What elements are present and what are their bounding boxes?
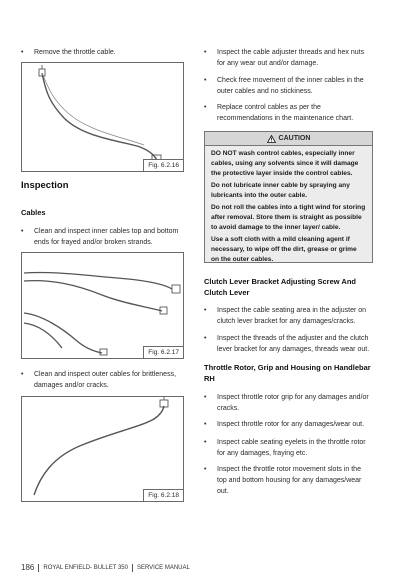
section-heading-inspection: Inspection	[21, 180, 69, 191]
footer-divider	[38, 564, 39, 572]
footer-divider	[132, 564, 133, 572]
figure-label: Fig. 6.2.16	[143, 159, 183, 171]
subheading-clutch-lever: Clutch Lever Bracket Adjusting Screw And Clutch Lever	[204, 277, 356, 297]
bullet: •	[204, 421, 207, 428]
bullet: •	[204, 439, 207, 446]
bullet: •	[21, 371, 24, 378]
instruction-text: Remove the throttle cable.	[34, 49, 116, 56]
bullet: •	[21, 49, 24, 56]
warning-icon	[267, 135, 276, 143]
caution-box	[204, 131, 373, 263]
footer-manual: SERVICE MANUAL	[136, 564, 190, 571]
instruction-text: Inspect cable seating eyelets in the throttle rotor for any damages, fraying etc.	[217, 439, 366, 457]
caution-text: Use a soft cloth with a mild cleaning agent if necessary, to wipe off the dirt, grease or grime on the outer cables.	[211, 236, 357, 263]
caution-text: DO NOT wash control cables, especially inner cables, using any solvents since it will damage the protective layer inside the control cables.	[211, 150, 359, 177]
instruction-text: Inspect throttle rotor grip for any damages and/or cracks.	[217, 394, 369, 412]
figure-cable-ends	[21, 252, 184, 359]
subheading-cables: Cables	[21, 208, 46, 217]
bullet: •	[204, 394, 207, 401]
caution-header	[205, 132, 372, 146]
figure-label: Fig. 6.2.18	[143, 489, 183, 501]
figure-outer-cable	[21, 396, 184, 502]
throttle-cable-illustration	[22, 63, 183, 171]
instruction-text: Clean and inspect outer cables for brittleness, damages and/or cracks.	[34, 371, 177, 389]
page-number: 186	[21, 563, 35, 572]
bullet: •	[204, 335, 207, 342]
bullet: •	[204, 104, 207, 111]
instruction-text: Inspect the cable seating area in the adjuster on clutch lever bracket for any damages/cracks.	[217, 307, 367, 325]
instruction-text: Inspect the threads of the adjuster and the clutch lever bracket for any damages, threads wear out.	[217, 335, 370, 353]
bullet: •	[204, 77, 207, 84]
instruction-text: Check free movement of the inner cables in the outer cables and no stickiness.	[217, 77, 364, 95]
instruction-text: Inspect the throttle rotor movement slots in the top and bottom housing for any damages/wear out.	[217, 466, 362, 495]
caution-title: CAUTION	[278, 135, 311, 142]
cable-ends-illustration	[22, 253, 183, 358]
caution-text: Do not roll the cables into a tight wind for storing after removal. Store them is straight as possible to avoid damage to the inner layer/ cable.	[211, 204, 366, 231]
outer-cable-illustration	[22, 397, 183, 501]
bullet: •	[204, 49, 207, 56]
bullet: •	[204, 307, 207, 314]
figure-label: Fig. 6.2.17	[143, 346, 183, 358]
instruction-text: Inspect the cable adjuster threads and hex nuts for any wear out and/or damage.	[217, 49, 365, 67]
subheading-throttle-rotor: Throttle Rotor, Grip and Housing on Handlebar RH	[204, 363, 371, 383]
bullet: •	[204, 466, 207, 473]
caution-text: Do not lubricate inner cable by spraying any lubricants into the outer cable.	[211, 182, 350, 199]
instruction-text: Clean and inspect inner cables top and bottom ends for frayed and/or broken strands.	[34, 228, 179, 246]
page-footer	[21, 563, 190, 572]
figure-throttle-cable	[21, 62, 184, 172]
bullet: •	[21, 228, 24, 235]
instruction-text: Replace control cables as per the recommendations in the maintenance chart.	[217, 104, 354, 122]
instruction-text: Inspect throttle rotor for any damages/wear out.	[217, 421, 365, 428]
footer-brand: ROYAL ENFIELD- BULLET 350	[43, 564, 128, 571]
